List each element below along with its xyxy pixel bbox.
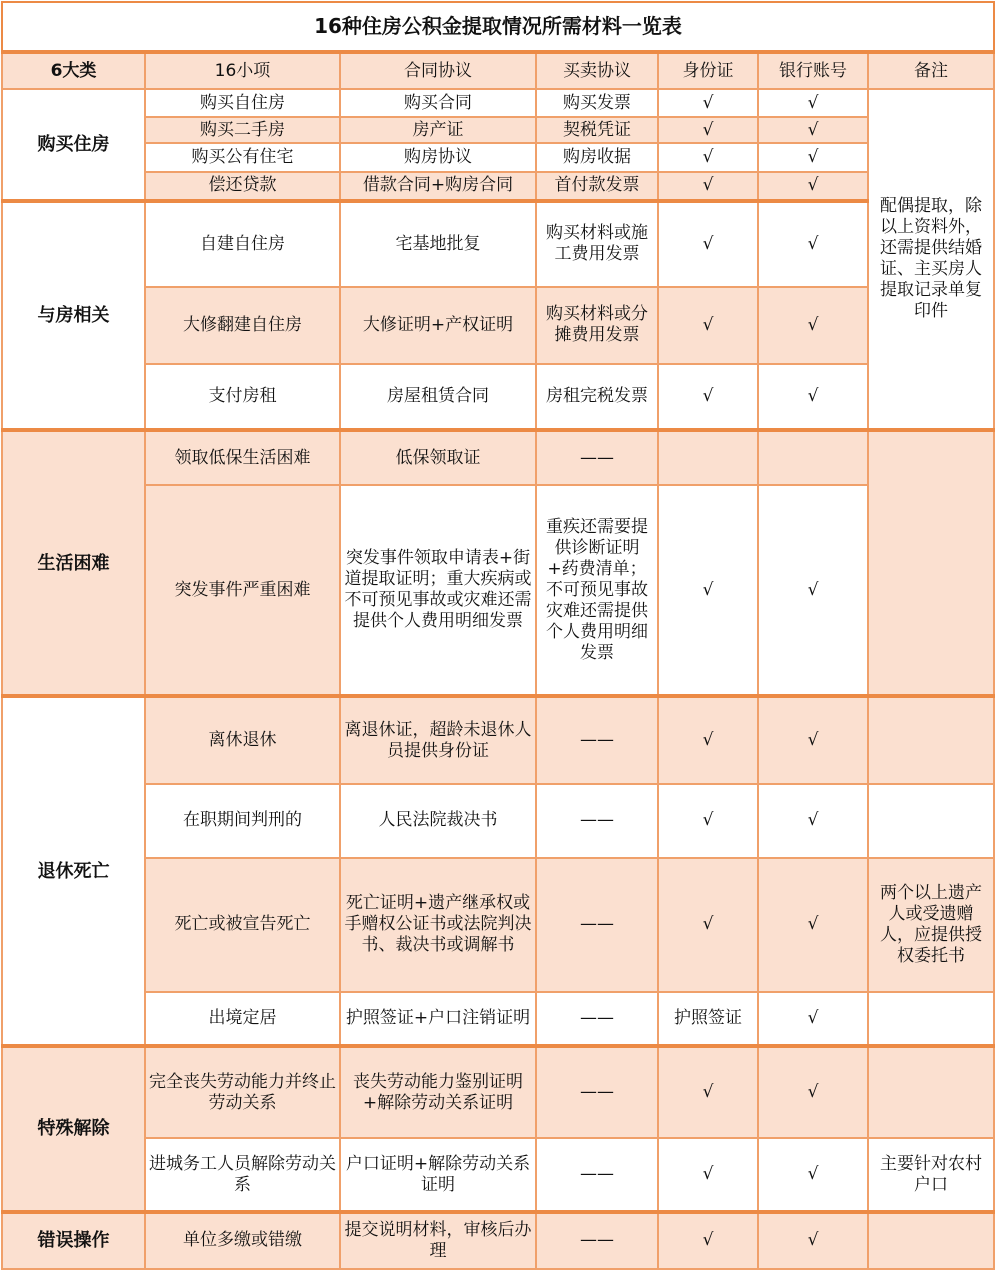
id-cell: √ (658, 1138, 758, 1211)
category-cell: 生活困难 (2, 430, 145, 696)
contract-cell: 房屋租赁合同 (340, 364, 536, 430)
id-cell: √ (658, 287, 758, 364)
contract-cell: 突发事件领取申请表+街道提取证明；重大疾病或不可预见事故或灾难还需提供个人费用明细发票 (340, 485, 536, 696)
category-cell: 与房相关 (2, 201, 145, 431)
note-cell (868, 992, 994, 1046)
trade-cell: 购房收据 (536, 143, 658, 171)
table-row (2, 201, 994, 287)
trade-cell: 购买材料或施工费用发票 (536, 201, 658, 287)
note-cell (868, 1046, 994, 1138)
table-row (2, 143, 994, 171)
table-row (2, 1046, 994, 1138)
note-cell (868, 784, 994, 857)
id-cell: √ (658, 364, 758, 430)
table-row (2, 992, 994, 1046)
item-cell: 领取低保生活困难 (145, 430, 340, 485)
id-cell: √ (658, 201, 758, 287)
header-id-card: 身份证 (658, 52, 758, 89)
item-cell: 偿还贷款 (145, 172, 340, 201)
category-cell: 错误操作 (2, 1212, 145, 1269)
table-row (2, 1138, 994, 1211)
header-trade: 买卖协议 (536, 52, 658, 89)
id-cell: √ (658, 89, 758, 117)
table-row (2, 784, 994, 857)
bank-cell: √ (758, 696, 868, 784)
bank-cell: √ (758, 89, 868, 117)
materials-table (1, 1, 995, 1270)
trade-cell: 购买材料或分摊费用发票 (536, 287, 658, 364)
table-row (2, 172, 994, 201)
header-contract: 合同协议 (340, 52, 536, 89)
note-cell (868, 1212, 994, 1269)
contract-cell: 离退休证，超龄未退休人员提供身份证 (340, 696, 536, 784)
trade-cell: 房租完税发票 (536, 364, 658, 430)
contract-cell: 护照签证+户口注销证明 (340, 992, 536, 1046)
contract-cell: 购房协议 (340, 143, 536, 171)
trade-cell: 重疾还需要提供诊断证明+药费清单；不可预见事故灾难还需提供个人费用明细发票 (536, 485, 658, 696)
trade-cell: —— (536, 992, 658, 1046)
header-row (2, 52, 994, 89)
trade-cell: 购买发票 (536, 89, 658, 117)
id-cell: √ (658, 696, 758, 784)
bank-cell: √ (758, 287, 868, 364)
category-cell: 购买住房 (2, 89, 145, 200)
contract-cell: 户口证明+解除劳动关系证明 (340, 1138, 536, 1211)
header-notes: 备注 (868, 52, 994, 89)
trade-cell: —— (536, 858, 658, 992)
table-title: 16种住房公积金提取情况所需材料一览表 (2, 2, 994, 52)
trade-cell: —— (536, 784, 658, 857)
id-cell: √ (658, 784, 758, 857)
id-cell: 护照签证 (658, 992, 758, 1046)
item-cell: 在职期间判刑的 (145, 784, 340, 857)
id-cell (658, 430, 758, 485)
trade-cell: —— (536, 1046, 658, 1138)
item-cell: 购买二手房 (145, 117, 340, 143)
contract-cell: 人民法院裁决书 (340, 784, 536, 857)
trade-cell: —— (536, 1212, 658, 1269)
bank-cell: √ (758, 201, 868, 287)
id-cell: √ (658, 117, 758, 143)
trade-cell: —— (536, 696, 658, 784)
item-cell: 突发事件严重困难 (145, 485, 340, 696)
id-cell: √ (658, 172, 758, 201)
note-cell-migrant: 主要针对农村户口 (868, 1138, 994, 1211)
bank-cell: √ (758, 485, 868, 696)
bank-cell: √ (758, 784, 868, 857)
item-cell: 自建自住房 (145, 201, 340, 287)
item-cell: 死亡或被宣告死亡 (145, 858, 340, 992)
trade-cell: —— (536, 1138, 658, 1211)
id-cell: √ (658, 143, 758, 171)
table-row (2, 430, 994, 485)
id-cell: √ (658, 1212, 758, 1269)
trade-cell: —— (536, 430, 658, 485)
note-cell (868, 430, 994, 696)
trade-cell: 首付款发票 (536, 172, 658, 201)
item-cell: 离休退休 (145, 696, 340, 784)
category-cell: 特殊解除 (2, 1046, 145, 1212)
title-row (2, 2, 994, 52)
bank-cell: √ (758, 1046, 868, 1138)
contract-cell: 宅基地批复 (340, 201, 536, 287)
item-cell: 大修翻建自住房 (145, 287, 340, 364)
bank-cell: √ (758, 1138, 868, 1211)
bank-cell: √ (758, 992, 868, 1046)
table-row (2, 117, 994, 143)
item-cell: 进城务工人员解除劳动关系 (145, 1138, 340, 1211)
bank-cell: √ (758, 172, 868, 201)
contract-cell: 丧失劳动能力鉴别证明+解除劳动关系证明 (340, 1046, 536, 1138)
contract-cell: 房产证 (340, 117, 536, 143)
bank-cell: √ (758, 117, 868, 143)
header-item: 16小项 (145, 52, 340, 89)
contract-cell: 死亡证明+遗产继承权或手赠权公证书或法院判决书、裁决书或调解书 (340, 858, 536, 992)
id-cell: √ (658, 1046, 758, 1138)
id-cell: √ (658, 485, 758, 696)
contract-cell: 大修证明+产权证明 (340, 287, 536, 364)
trade-cell: 契税凭证 (536, 117, 658, 143)
header-bank-account: 银行账号 (758, 52, 868, 89)
table-row (2, 89, 994, 117)
table-row (2, 1212, 994, 1269)
item-cell: 出境定居 (145, 992, 340, 1046)
item-cell: 购买公有住宅 (145, 143, 340, 171)
bank-cell: √ (758, 143, 868, 171)
item-cell: 单位多缴或错缴 (145, 1212, 340, 1269)
contract-cell: 低保领取证 (340, 430, 536, 485)
contract-cell: 购买合同 (340, 89, 536, 117)
bank-cell: √ (758, 364, 868, 430)
item-cell: 支付房租 (145, 364, 340, 430)
bank-cell (758, 430, 868, 485)
note-cell-death: 两个以上遗产人或受遗赠人，应提供授权委托书 (868, 858, 994, 992)
item-cell: 购买自住房 (145, 89, 340, 117)
item-cell: 完全丧失劳动能力并终止劳动关系 (145, 1046, 340, 1138)
contract-cell: 提交说明材料，审核后办理 (340, 1212, 536, 1269)
table-row (2, 287, 994, 364)
header-category: 6大类 (2, 52, 145, 89)
note-cell-spouse: 配偶提取，除以上资料外，还需提供结婚证、主买房人提取记录单复印件 (868, 89, 994, 430)
table-row (2, 858, 994, 992)
bank-cell: √ (758, 1212, 868, 1269)
table-row (2, 485, 994, 696)
bank-cell: √ (758, 858, 868, 992)
category-cell: 退休死亡 (2, 696, 145, 1046)
contract-cell: 借款合同+购房合同 (340, 172, 536, 201)
table-row (2, 696, 994, 784)
id-cell: √ (658, 858, 758, 992)
table-row (2, 364, 994, 430)
note-cell (868, 696, 994, 784)
